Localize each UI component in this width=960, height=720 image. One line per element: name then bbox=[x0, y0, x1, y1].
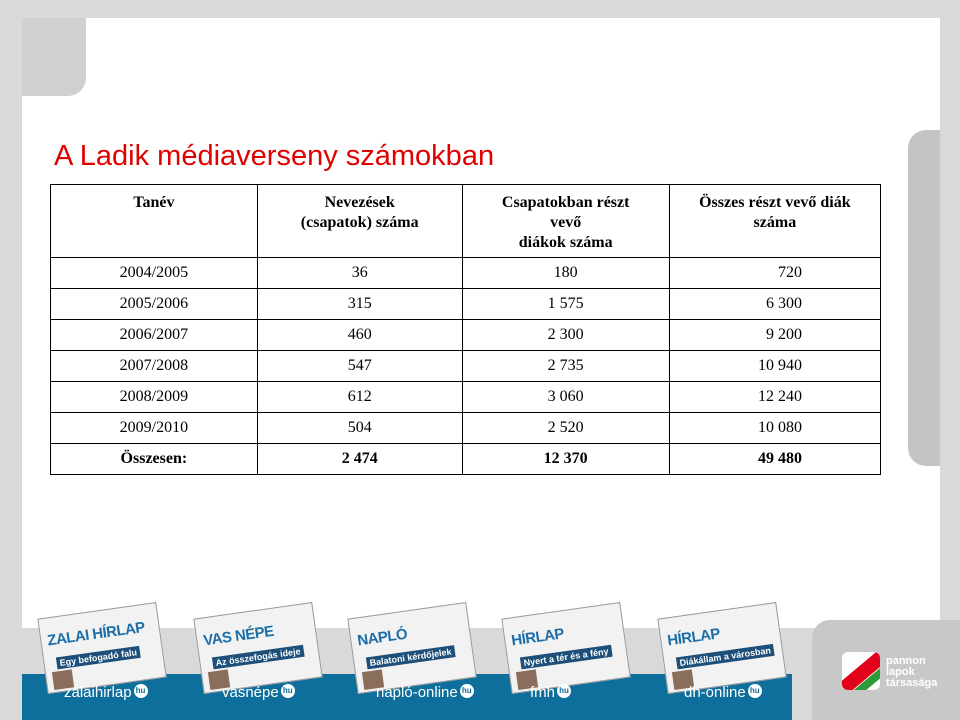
cell-total-all-students: 49 480 bbox=[669, 444, 880, 475]
newspaper-headline: Diákállam a városban bbox=[676, 644, 775, 670]
cell-total-students: 6 300 bbox=[669, 289, 880, 320]
cell-total-students: 12 240 bbox=[669, 382, 880, 413]
table-row bbox=[51, 289, 881, 320]
cell-total-students: 720 bbox=[669, 258, 880, 289]
cell-entries: 315 bbox=[257, 289, 462, 320]
cell-entries: 547 bbox=[257, 351, 462, 382]
cell-entries: 504 bbox=[257, 413, 462, 444]
cell-year: 2004/2005 bbox=[51, 258, 258, 289]
cell-team-students: 2 520 bbox=[462, 413, 669, 444]
brand-link-fmh[interactable]: fmh hu bbox=[530, 684, 571, 701]
cell-year: 2005/2006 bbox=[51, 289, 258, 320]
brand-link-naplo-online[interactable]: napló-online hu bbox=[376, 684, 474, 701]
newspaper-headline: Nyert a tér és a fény bbox=[520, 645, 612, 670]
cell-total-students: 10 940 bbox=[669, 351, 880, 382]
statistics-table bbox=[50, 184, 881, 475]
brand-badge-icon: hu bbox=[748, 684, 762, 698]
page-title: A Ladik médiaverseny számokban bbox=[54, 140, 495, 172]
newspaper-masthead: VAS NÉPE bbox=[202, 622, 275, 650]
newspaper-masthead: ZALAI HÍRLAP bbox=[46, 618, 146, 650]
newspaper-headline: Balatoni kérdőjelek bbox=[366, 645, 455, 669]
newspaper-footer bbox=[22, 600, 792, 720]
cell-total-students: 9 200 bbox=[669, 320, 880, 351]
cell-entries: 36 bbox=[257, 258, 462, 289]
brand-link-zalaihirlap[interactable]: zalaihirlap hu bbox=[64, 684, 148, 701]
header-total-students: Összes részt vevő diák száma bbox=[669, 185, 880, 258]
brand-badge-icon: hu bbox=[281, 684, 295, 698]
newspaper-headline: Egy befogadó falu bbox=[56, 646, 141, 670]
cell-year: 2006/2007 bbox=[51, 320, 258, 351]
table-total-row bbox=[51, 444, 881, 475]
cell-total-entries: 2 474 bbox=[257, 444, 462, 475]
table-row bbox=[51, 351, 881, 382]
cell-total-students: 10 080 bbox=[669, 413, 880, 444]
pannon-lapok-logo bbox=[812, 620, 960, 720]
corner-decoration bbox=[22, 18, 86, 96]
newspaper-masthead: HÍRLAP bbox=[510, 625, 566, 650]
cell-entries: 612 bbox=[257, 382, 462, 413]
cell-entries: 460 bbox=[257, 320, 462, 351]
table-row bbox=[51, 382, 881, 413]
header-school-year: Tanév bbox=[51, 185, 258, 258]
brand-link-dh-online[interactable]: dh-online hu bbox=[684, 684, 762, 701]
brand-badge-icon: hu bbox=[134, 684, 148, 698]
header-team-students: Csapatokban részt vevő diákok száma bbox=[462, 185, 669, 258]
pannon-logo-icon bbox=[842, 652, 880, 690]
cell-year: 2009/2010 bbox=[51, 413, 258, 444]
cell-team-students: 2 300 bbox=[462, 320, 669, 351]
newspaper-masthead: HÍRLAP bbox=[666, 625, 722, 650]
cell-team-students: 1 575 bbox=[462, 289, 669, 320]
table-header-row bbox=[51, 185, 881, 258]
cell-total-team-students: 12 370 bbox=[462, 444, 669, 475]
brand-link-vasnepe[interactable]: vasnépe hu bbox=[222, 684, 295, 701]
cell-team-students: 3 060 bbox=[462, 382, 669, 413]
header-entries: Nevezések (csapatok) száma bbox=[257, 185, 462, 258]
right-side-bar bbox=[908, 130, 940, 466]
cell-year: 2007/2008 bbox=[51, 351, 258, 382]
table-row bbox=[51, 258, 881, 289]
cell-total-label: Összesen: bbox=[51, 444, 258, 475]
cell-team-students: 2 735 bbox=[462, 351, 669, 382]
cell-team-students: 180 bbox=[462, 258, 669, 289]
brand-badge-icon: hu bbox=[557, 684, 571, 698]
newspaper-headline: Az összefogás ideje bbox=[212, 645, 304, 670]
newspaper-masthead: NAPLÓ bbox=[356, 625, 409, 650]
table-row bbox=[51, 413, 881, 444]
brand-badge-icon: hu bbox=[460, 684, 474, 698]
logo-text: pannon lapok társasága bbox=[886, 655, 938, 689]
table-row bbox=[51, 320, 881, 351]
cell-year: 2008/2009 bbox=[51, 382, 258, 413]
